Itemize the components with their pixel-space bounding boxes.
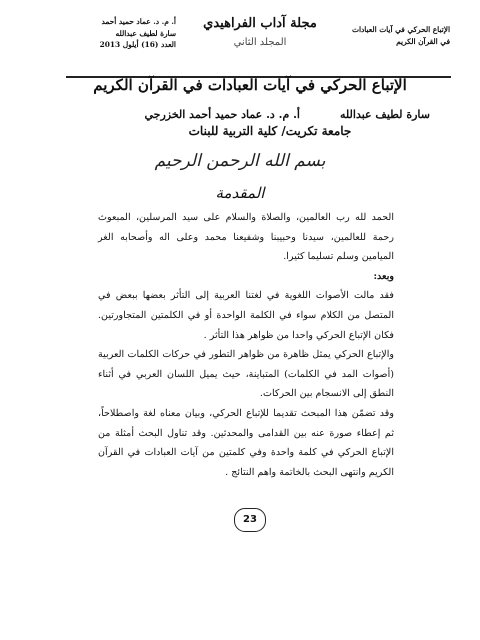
- paragraph-praise: الحمد لله رب العالمين، والصلاة والسلام على سيد المرسلين، المبعوث رحمة للعالمين، سيدنا وحبيبنا وشفيعنا محمد وعلى اله وأصحابه الغر الميامين وسلم تسليما كثيرا.: [98, 212, 394, 263]
- header-article-title: [320, 24, 450, 48]
- author-1: أ. م. د. عماد حميد أحمد الخزرجي: [144, 108, 300, 121]
- header-article-line-1: الإتباع الحركي في آيات العبادات: [351, 25, 450, 34]
- article-title: الإتباع الحركي في آيات العبادات في القرآن الكريم: [93, 76, 407, 94]
- basmala: بسم الله الرحمن الرحيم: [154, 151, 326, 171]
- header-article-line-2: في القرآن الكريم: [396, 37, 450, 46]
- header-issue: العدد (16) أيلول 2013: [99, 40, 176, 49]
- authors-line: [100, 108, 430, 124]
- journal-name: مجلة آداب الفراهيدي: [203, 16, 317, 31]
- introduction-body: [98, 208, 394, 482]
- header-author-1: أ. م. د. عماد حميد أحمد: [101, 17, 176, 26]
- header-authors-issue: [66, 16, 176, 51]
- journal-volume: المجلد الثاني: [233, 37, 287, 48]
- page-number: 23: [234, 508, 266, 532]
- header-author-2: سارة لطيف عبدالله: [115, 28, 176, 38]
- paragraph-1: فقد مالت الأصوات اللغوية في لغتنا العربية إلى التأثر بعضها ببعض في المتصل من الكلام سواء في الكلمة الواحدة أو في الكلمتين المتجاورتين. فكان الإتباع الحركي واحدا من ظواهر هذا التأثر .: [98, 290, 394, 341]
- introduction-heading: المقدمة: [215, 184, 265, 202]
- author-2: سارة لطيف عبدالله: [340, 108, 430, 121]
- header-journal: [200, 16, 320, 48]
- paragraph-wabaad: وبعد:: [373, 270, 394, 282]
- paragraph-2: والإتباع الحركي يمثل ظاهرة من ظواهر التطور في حركات الكلمات العربية (أصوات المد في الكلمات) المتباينة، حيث يميل اللسان العربي في أثناء النطق إلى الانسجام بين الحركات.: [98, 349, 394, 400]
- paragraph-3: وقد تضمّن هذا المبحث تقديما للإتباع الحركي، وبيان معناه لغة واصطلاحاً، ثم إعطاء صورة عنه بين القدامى والمحدثين. وقد تناول البحث أمثلة من الإتباع الحركي في كلمة واحدة وفي كلمتين من آيات العبادات في القرآن الكريم وانتهى البحث بالخاتمة واهم النتائج .: [98, 407, 394, 478]
- page-header: [0, 14, 480, 74]
- affiliation: جامعة تكريت/ كلية التربية للبنات: [188, 124, 352, 138]
